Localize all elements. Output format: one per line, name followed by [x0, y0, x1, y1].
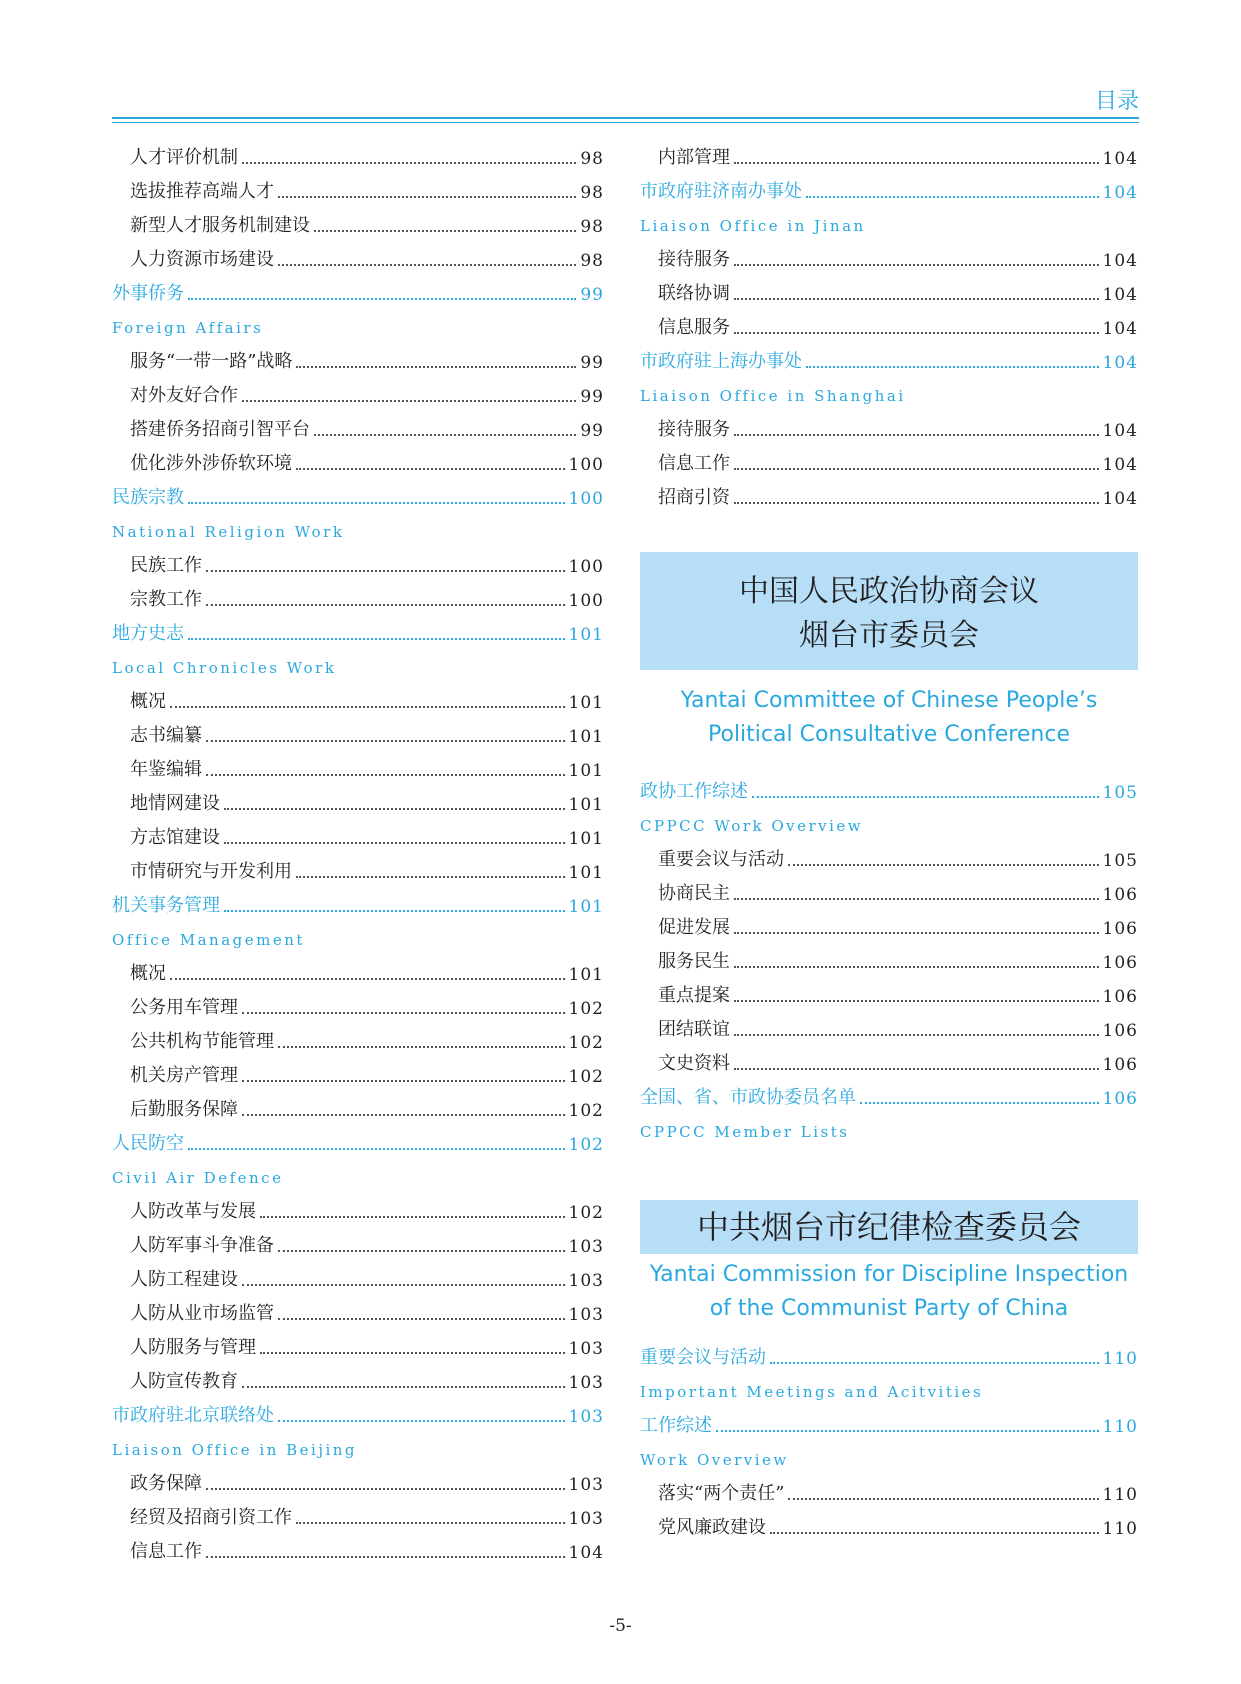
toc-page-number: 106: [1102, 953, 1138, 973]
toc-entry[interactable]: [640, 978, 1138, 1012]
toc-page-number: 103: [568, 1407, 604, 1427]
toc-entry[interactable]: [112, 1534, 604, 1568]
toc-leader-dots: [170, 706, 565, 708]
toc-page-number: 98: [580, 183, 604, 203]
toc-page-number: 100: [568, 455, 604, 475]
toc-page-number: 106: [1102, 919, 1138, 939]
toc-section-entry[interactable]: [112, 1126, 604, 1160]
toc-page-number: 103: [568, 1475, 604, 1495]
toc-page-number: 99: [580, 353, 604, 373]
toc-entry-title: 外事侨务: [112, 283, 184, 304]
toc-page-number: 101: [568, 727, 604, 747]
toc-entry-title: 接待服务: [658, 419, 730, 440]
toc-entry-title: 内部管理: [658, 147, 730, 168]
toc-page-number: 102: [568, 1203, 604, 1223]
toc-entry-title: 概况: [130, 963, 166, 984]
toc-entry-title: 市情研究与开发利用: [130, 861, 292, 882]
toc-leader-dots: [206, 774, 565, 776]
toc-leader-dots: [806, 366, 1099, 368]
toc-leader-dots: [734, 468, 1099, 470]
toc-entry[interactable]: [640, 1510, 1138, 1544]
toc-entry[interactable]: [112, 1466, 604, 1500]
toc-entry-title: 年鉴编辑: [130, 759, 202, 780]
toc-entry[interactable]: [640, 140, 1138, 174]
toc-entry[interactable]: [640, 1012, 1138, 1046]
toc-leader-dots: [242, 400, 576, 402]
toc-entry-title: 地情网建设: [130, 793, 220, 814]
toc-entry-title: 招商引资: [658, 487, 730, 508]
toc-page-number: 101: [568, 829, 604, 849]
toc-page-number: 104: [1102, 421, 1138, 441]
toc-entry-title: 人防从业市场监管: [130, 1303, 274, 1324]
toc-page-number: 99: [580, 285, 604, 305]
toc-entry[interactable]: [112, 378, 604, 412]
toc-leader-dots: [242, 1386, 565, 1388]
toc-entry[interactable]: [112, 174, 604, 208]
toc-page-number: 103: [568, 1237, 604, 1257]
toc-entry-title: 政务保障: [130, 1473, 202, 1494]
toc-entry-title: 机关房产管理: [130, 1065, 238, 1086]
toc-entry-title: 公务用车管理: [130, 997, 238, 1018]
toc-section-english-title: [112, 514, 604, 548]
toc-leader-dots: [734, 966, 1099, 968]
toc-entry-title: 信息工作: [658, 453, 730, 474]
toc-section-entry[interactable]: [112, 888, 604, 922]
toc-entry-title: 重点提案: [658, 985, 730, 1006]
toc-entry[interactable]: [112, 854, 604, 888]
toc-entry-title: 市政府驻上海办事处: [640, 351, 802, 372]
toc-entry[interactable]: [112, 718, 604, 752]
toc-entry-title: 接待服务: [658, 249, 730, 270]
toc-entry-title: 人防宣传教育: [130, 1371, 238, 1392]
toc-leader-dots: [260, 1352, 565, 1354]
toc-leader-dots: [734, 898, 1099, 900]
cppcc-banner-english-line1: Yantai Committee of Chinese People’s: [680, 688, 1098, 713]
toc-page-number: 102: [568, 999, 604, 1019]
toc-page-number: 100: [568, 557, 604, 577]
toc-leader-dots: [242, 1114, 565, 1116]
toc-entry[interactable]: [640, 412, 1138, 446]
toc-section-entry[interactable]: [112, 1398, 604, 1432]
toc-page-number: 101: [568, 965, 604, 985]
toc-entry-title: 人防改革与发展: [130, 1201, 256, 1222]
toc-entry-title: 党风廉政建设: [658, 1517, 766, 1538]
toc-group-cppcc: [640, 774, 1138, 1148]
toc-entry[interactable]: [640, 842, 1138, 876]
toc-page-number: 105: [1102, 851, 1138, 871]
toc-entry[interactable]: [640, 1476, 1138, 1510]
toc-page-number: 104: [1102, 149, 1138, 169]
toc-leader-dots: [314, 230, 576, 232]
toc-page-number: 104: [1102, 353, 1138, 373]
toc-section-entry[interactable]: [640, 1080, 1138, 1114]
toc-leader-dots: [716, 1430, 1099, 1432]
toc-entry[interactable]: [112, 582, 604, 616]
toc-english-label: National Religion Work: [112, 523, 345, 541]
toc-leader-dots: [206, 604, 565, 606]
toc-section-english-title: [112, 1160, 604, 1194]
toc-section-entry[interactable]: [112, 276, 604, 310]
toc-leader-dots: [278, 1250, 565, 1252]
toc-entry[interactable]: [640, 480, 1138, 514]
toc-section-entry[interactable]: [640, 344, 1138, 378]
discipline-banner-english-line1: Yantai Commission for Discipline Inspection: [649, 1262, 1129, 1287]
toc-entry[interactable]: [640, 310, 1138, 344]
toc-entry[interactable]: [112, 1296, 604, 1330]
toc-english-label: Work Overview: [640, 1451, 789, 1469]
toc-page-number: 100: [568, 591, 604, 611]
toc-leader-dots: [260, 1216, 565, 1218]
toc-column-right: [640, 140, 1138, 1544]
toc-leader-dots: [188, 502, 565, 504]
toc-leader-dots: [770, 1532, 1099, 1534]
discipline-banner-english: [640, 1258, 1138, 1326]
toc-page-number: 110: [1102, 1417, 1138, 1437]
toc-entry-title: 人才评价机制: [130, 147, 238, 168]
toc-section-english-title: [640, 1114, 1138, 1148]
toc-leader-dots: [314, 434, 576, 436]
toc-leader-dots: [860, 1102, 1099, 1104]
toc-entry[interactable]: [112, 752, 604, 786]
toc-entry-title: 服务民生: [658, 951, 730, 972]
toc-entry-title: 人防服务与管理: [130, 1337, 256, 1358]
toc-page-number: 110: [1102, 1485, 1138, 1505]
toc-entry-title: 经贸及招商引资工作: [130, 1507, 292, 1528]
cppcc-banner-english-line2: Political Consultative Conference: [708, 722, 1070, 747]
toc-page-number: 102: [568, 1033, 604, 1053]
toc-leader-dots: [806, 196, 1099, 198]
toc-section-entry[interactable]: [640, 774, 1138, 808]
toc-page-number: 103: [568, 1339, 604, 1359]
toc-entry[interactable]: [112, 446, 604, 480]
toc-leader-dots: [734, 332, 1099, 334]
toc-leader-dots: [278, 1420, 565, 1422]
toc-entry-title: 政协工作综述: [640, 781, 748, 802]
toc-page-number: 110: [1102, 1519, 1138, 1539]
toc-page-number: 101: [568, 863, 604, 883]
toc-leader-dots: [278, 264, 576, 266]
toc-english-label: Local Chronicles Work: [112, 659, 337, 677]
cppcc-banner-title-line1: 中国人民政治协商会议: [739, 574, 1039, 609]
toc-page-number: 104: [1102, 285, 1138, 305]
toc-page-number: 101: [568, 693, 604, 713]
toc-entry-title: 搭建侨务招商引智平台: [130, 419, 310, 440]
toc-english-label: CPPCC Member Lists: [640, 1123, 850, 1141]
toc-entry[interactable]: [112, 684, 604, 718]
toc-entry[interactable]: [112, 1364, 604, 1398]
toc-section-english-title: [112, 650, 604, 684]
toc-entry-title: 民族工作: [130, 555, 202, 576]
toc-page-number: 106: [1102, 1055, 1138, 1075]
toc-page-number: 105: [1102, 783, 1138, 803]
toc-entry[interactable]: [640, 446, 1138, 480]
toc-page-number: 103: [568, 1373, 604, 1393]
toc-leader-dots: [296, 366, 576, 368]
toc-leader-dots: [770, 1362, 1099, 1364]
toc-section-english-title: [640, 1442, 1138, 1476]
toc-entry-title: 落实“两个责任”: [658, 1483, 785, 1504]
toc-leader-dots: [752, 796, 1099, 798]
toc-section-english-title: [112, 310, 604, 344]
toc-entry-title: 信息服务: [658, 317, 730, 338]
toc-entry[interactable]: [112, 548, 604, 582]
toc-page-number: 98: [580, 251, 604, 271]
toc-english-label: Liaison Office in Jinan: [640, 217, 866, 235]
toc-entry[interactable]: [112, 820, 604, 854]
toc-leader-dots: [242, 162, 576, 164]
toc-page-number: 100: [568, 489, 604, 509]
toc-leader-dots: [206, 1556, 565, 1558]
toc-entry[interactable]: [112, 140, 604, 174]
toc-english-label: CPPCC Work Overview: [640, 817, 864, 835]
toc-column-left: [112, 140, 604, 1568]
toc-entry[interactable]: [112, 1500, 604, 1534]
toc-entry-title: 重要会议与活动: [640, 1347, 766, 1368]
toc-leader-dots: [734, 162, 1099, 164]
toc-english-label: Important Meetings and Acitvities: [640, 1383, 984, 1401]
discipline-banner-title: 中共烟台市纪律检查委员会: [696, 1208, 1081, 1246]
toc-entry[interactable]: [112, 1330, 604, 1364]
toc-leader-dots: [788, 864, 1099, 866]
toc-section-entry[interactable]: [640, 174, 1138, 208]
toc-entry-title: 人防军事斗争准备: [130, 1235, 274, 1256]
toc-entry-title: 人防工程建设: [130, 1269, 238, 1290]
toc-page-number: 104: [1102, 455, 1138, 475]
toc-leader-dots: [734, 932, 1099, 934]
toc-leader-dots: [206, 1488, 565, 1490]
toc-entry-title: 工作综述: [640, 1415, 712, 1436]
toc-entry-title: 民族宗教: [112, 487, 184, 508]
toc-page-number: 103: [568, 1509, 604, 1529]
discipline-banner-english-line2: of the Communist Party of China: [709, 1296, 1069, 1321]
toc-page-number: 99: [580, 421, 604, 441]
toc-entry[interactable]: [640, 242, 1138, 276]
toc-entry-title: 地方史志: [112, 623, 184, 644]
toc-page-number: 101: [568, 761, 604, 781]
toc-entry[interactable]: [112, 1228, 604, 1262]
toc-page-number: 101: [568, 795, 604, 815]
toc-leader-dots: [242, 1284, 565, 1286]
toc-leader-dots: [188, 638, 565, 640]
header-title: 目录: [1094, 89, 1139, 114]
toc-page-number: 99: [580, 387, 604, 407]
toc-page-number: 101: [568, 897, 604, 917]
toc-entry-title: 方志馆建设: [130, 827, 220, 848]
toc-page-number: 104: [568, 1543, 604, 1563]
toc-page-number: 106: [1102, 987, 1138, 1007]
toc-entry-title: 概况: [130, 691, 166, 712]
cppcc-banner-english: [640, 684, 1138, 752]
toc-entry[interactable]: [640, 944, 1138, 978]
header-rule: [112, 117, 1139, 119]
toc-leader-dots: [734, 1034, 1099, 1036]
toc-entry[interactable]: [640, 276, 1138, 310]
toc-page-number: 104: [1102, 489, 1138, 509]
toc-page-number: 98: [580, 217, 604, 237]
toc-english-label: Liaison Office in Beijing: [112, 1441, 358, 1459]
toc-page-number: 106: [1102, 885, 1138, 905]
toc-entry-title: 后勤服务保障: [130, 1099, 238, 1120]
toc-leader-dots: [296, 1522, 565, 1524]
toc-leader-dots: [734, 264, 1099, 266]
toc-section-entry[interactable]: [112, 480, 604, 514]
toc-english-label: Liaison Office in Shanghai: [640, 387, 906, 405]
toc-leader-dots: [278, 1318, 565, 1320]
toc-entry[interactable]: [112, 344, 604, 378]
toc-leader-dots: [188, 1148, 565, 1150]
toc-section-entry[interactable]: [640, 1340, 1138, 1374]
toc-page-number: 104: [1102, 319, 1138, 339]
toc-entry[interactable]: [112, 1092, 604, 1126]
toc-entry[interactable]: [640, 910, 1138, 944]
toc-leader-dots: [242, 1012, 565, 1014]
toc-section-english-title: [112, 922, 604, 956]
toc-leader-dots: [242, 1080, 565, 1082]
toc-leader-dots: [224, 808, 565, 810]
toc-entry-title: 信息工作: [130, 1541, 202, 1562]
toc-entry[interactable]: [112, 990, 604, 1024]
toc-entry[interactable]: [112, 1262, 604, 1296]
toc-entry-title: 人力资源市场建设: [130, 249, 274, 270]
toc-page-number: 110: [1102, 1349, 1138, 1369]
toc-section-english-title: [640, 208, 1138, 242]
toc-entry-title: 宗教工作: [130, 589, 202, 610]
toc-entry-title: 新型人才服务机制建设: [130, 215, 310, 236]
toc-section-english-title: [640, 808, 1138, 842]
toc-page-number: 102: [568, 1135, 604, 1155]
toc-page-number: 102: [568, 1067, 604, 1087]
toc-section-entry[interactable]: [112, 616, 604, 650]
toc-entry[interactable]: [112, 1194, 604, 1228]
toc-group-discipline: [640, 1340, 1138, 1544]
toc-page-number: 98: [580, 149, 604, 169]
toc-entry-title: 服务“一带一路”战略: [130, 351, 293, 372]
toc-entry-title: 市政府驻济南办事处: [640, 181, 802, 202]
toc-leader-dots: [224, 910, 565, 912]
toc-entry[interactable]: [112, 1024, 604, 1058]
toc-leader-dots: [734, 1068, 1099, 1070]
toc-english-label: Civil Air Defence: [112, 1169, 284, 1187]
toc-entry-title: 团结联谊: [658, 1019, 730, 1040]
toc-entry[interactable]: [112, 956, 604, 990]
toc-section-english-title: [640, 378, 1138, 412]
toc-entry-title: 市政府驻北京联络处: [112, 1405, 274, 1426]
toc-leader-dots: [188, 298, 576, 300]
toc-entry-title: 促进发展: [658, 917, 730, 938]
toc-leader-dots: [206, 570, 565, 572]
toc-leader-dots: [734, 434, 1099, 436]
toc-leader-dots: [734, 1000, 1099, 1002]
toc-entry-title: 重要会议与活动: [658, 849, 784, 870]
toc-page-number: 104: [1102, 251, 1138, 271]
toc-english-label: Foreign Affairs: [112, 319, 264, 337]
toc-english-label: Office Management: [112, 931, 305, 949]
toc-leader-dots: [206, 740, 565, 742]
toc-entry-title: 联络协调: [658, 283, 730, 304]
toc-page-number: 103: [568, 1271, 604, 1291]
toc-page-number: 106: [1102, 1021, 1138, 1041]
cppcc-banner: [640, 552, 1138, 670]
toc-page-number: 101: [568, 625, 604, 645]
toc-page-number: 103: [568, 1305, 604, 1325]
toc-leader-dots: [278, 196, 576, 198]
toc-entry-title: 优化涉外涉侨软环境: [130, 453, 292, 474]
toc-entry[interactable]: [640, 876, 1138, 910]
toc-entry[interactable]: [112, 786, 604, 820]
toc-leader-dots: [734, 502, 1099, 504]
toc-page-number: 106: [1102, 1089, 1138, 1109]
toc-entry-title: 对外友好合作: [130, 385, 238, 406]
toc-entry-title: 文史资料: [658, 1053, 730, 1074]
toc-leader-dots: [788, 1498, 1098, 1500]
toc-entry[interactable]: [112, 1058, 604, 1092]
toc-entry[interactable]: [640, 1046, 1138, 1080]
toc-entry-title: 机关事务管理: [112, 895, 220, 916]
toc-entry[interactable]: [112, 208, 604, 242]
toc-section-entry[interactable]: [640, 1408, 1138, 1442]
toc-entry[interactable]: [112, 412, 604, 446]
discipline-banner: [640, 1200, 1138, 1254]
toc-leader-dots: [170, 978, 565, 980]
page-number: -5-: [609, 1616, 632, 1636]
toc-entry-title: 志书编纂: [130, 725, 202, 746]
toc-section-english-title: [112, 1432, 604, 1466]
cppcc-banner-title-line2: 烟台市委员会: [799, 618, 979, 653]
toc-entry-title: 全国、省、市政协委员名单: [640, 1087, 856, 1108]
toc-page-number: 104: [1102, 183, 1138, 203]
toc-leader-dots: [278, 1046, 565, 1048]
toc-leader-dots: [224, 842, 565, 844]
toc-page-number: 102: [568, 1101, 604, 1121]
toc-entry-title: 协商民主: [658, 883, 730, 904]
toc-leader-dots: [296, 876, 565, 878]
toc-entry-title: 选拔推荐高端人才: [130, 181, 274, 202]
toc-entry-title: 人民防空: [112, 1133, 184, 1154]
toc-section-english-title: [640, 1374, 1138, 1408]
toc-entry-title: 公共机构节能管理: [130, 1031, 274, 1052]
toc-leader-dots: [296, 468, 565, 470]
toc-group-liaison: [640, 140, 1138, 514]
toc-leader-dots: [734, 298, 1099, 300]
toc-entry[interactable]: [112, 242, 604, 276]
header-rule-thin: [112, 122, 1139, 123]
